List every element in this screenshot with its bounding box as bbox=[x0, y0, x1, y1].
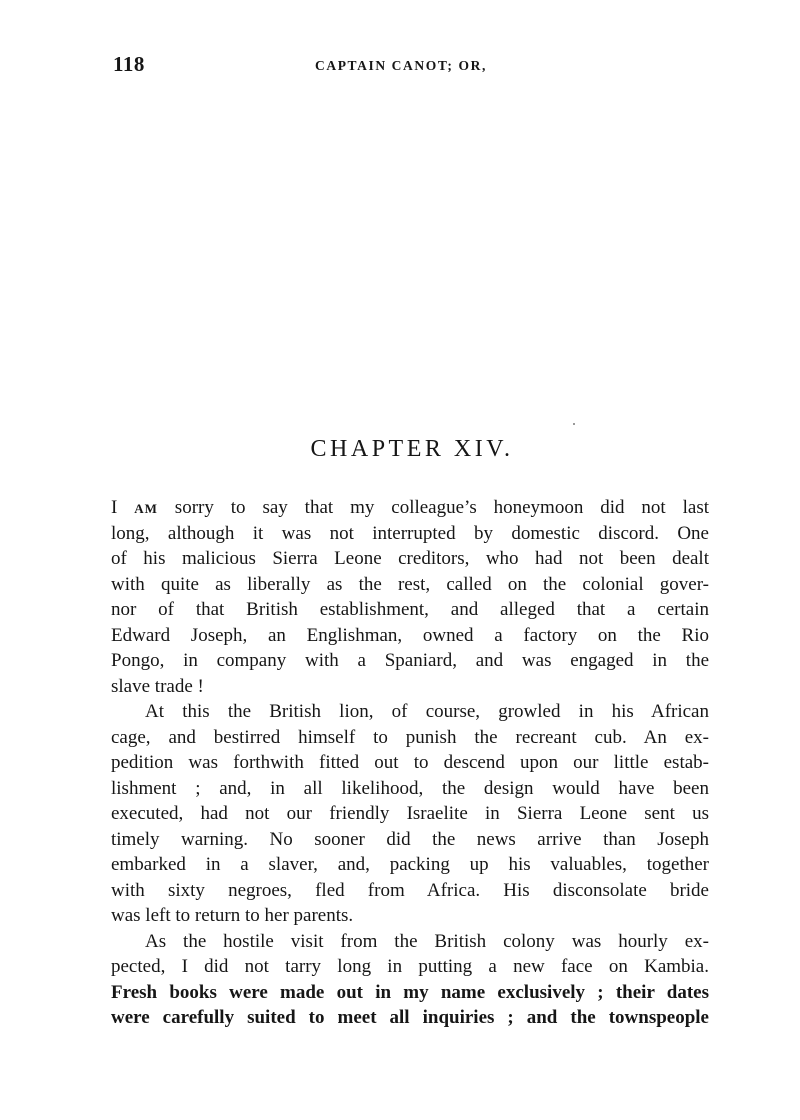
body-text bbox=[111, 495, 709, 1031]
text-line: pected, I did not tarry long in putting a new face on Kambia. bbox=[111, 956, 709, 977]
opening-word: I bbox=[111, 497, 118, 518]
text-line: At this the British lion, of course, growled in his African bbox=[145, 701, 709, 722]
text-line: Fresh books were made out in my name exclusively ; their dates bbox=[111, 981, 709, 1003]
text-line: executed, had not our friendly Israelite in Sierra Leone sent us bbox=[111, 803, 709, 824]
text-line: nor of that British establishment, and alleged that a certain bbox=[111, 599, 709, 620]
text-line: cage, and bestirred himself to punish the recreant cub. An ex- bbox=[111, 726, 709, 748]
text-line: were carefully suited to meet all inquiries ; and the townspeople bbox=[111, 1007, 709, 1028]
text-line bbox=[111, 495, 709, 521]
paragraph-1 bbox=[111, 495, 709, 699]
text-line: pedition was forthwith fitted out to descend upon our little estab- bbox=[111, 752, 709, 773]
paragraph-3 bbox=[111, 929, 709, 1031]
text-line: As the hostile visit from the British colony was hourly ex- bbox=[145, 930, 709, 952]
line-text: sorry to say that my colleague’s honeymoon did not last bbox=[157, 497, 709, 518]
text-line: Pongo, in company with a Spaniard, and was engaged in the bbox=[111, 650, 709, 671]
text-line: Edward Joseph, an Englishman, owned a factory on the Rio bbox=[111, 624, 709, 646]
text-line: of his malicious Sierra Leone creditors, who had not been dealt bbox=[111, 548, 709, 569]
text-line: embarked in a slaver, and, packing up his valuables, together bbox=[111, 854, 709, 875]
text-line: timely warning. No sooner did the news arrive than Joseph bbox=[111, 828, 709, 850]
opening-smallcaps: AM bbox=[134, 501, 158, 516]
text-line: with sixty negroes, fled from Africa. His disconsolate bride bbox=[111, 879, 709, 901]
text-line: was left to return to her parents. bbox=[111, 905, 354, 926]
running-head: CAPTAIN CANOT; OR, bbox=[315, 58, 487, 73]
paragraph-2 bbox=[111, 699, 709, 929]
text-line: lishment ; and, in all likelihood, the design would have been bbox=[111, 777, 709, 799]
page-number: 118 bbox=[113, 52, 145, 76]
text-line: slave trade ! bbox=[111, 675, 204, 697]
speck bbox=[573, 423, 575, 425]
text-line: with quite as liberally as the rest, called on the colonial gover- bbox=[111, 573, 709, 595]
chapter-title: CHAPTER XIV. bbox=[310, 436, 514, 462]
text-line: long, although it was not interrupted by domestic discord. One bbox=[111, 522, 709, 544]
